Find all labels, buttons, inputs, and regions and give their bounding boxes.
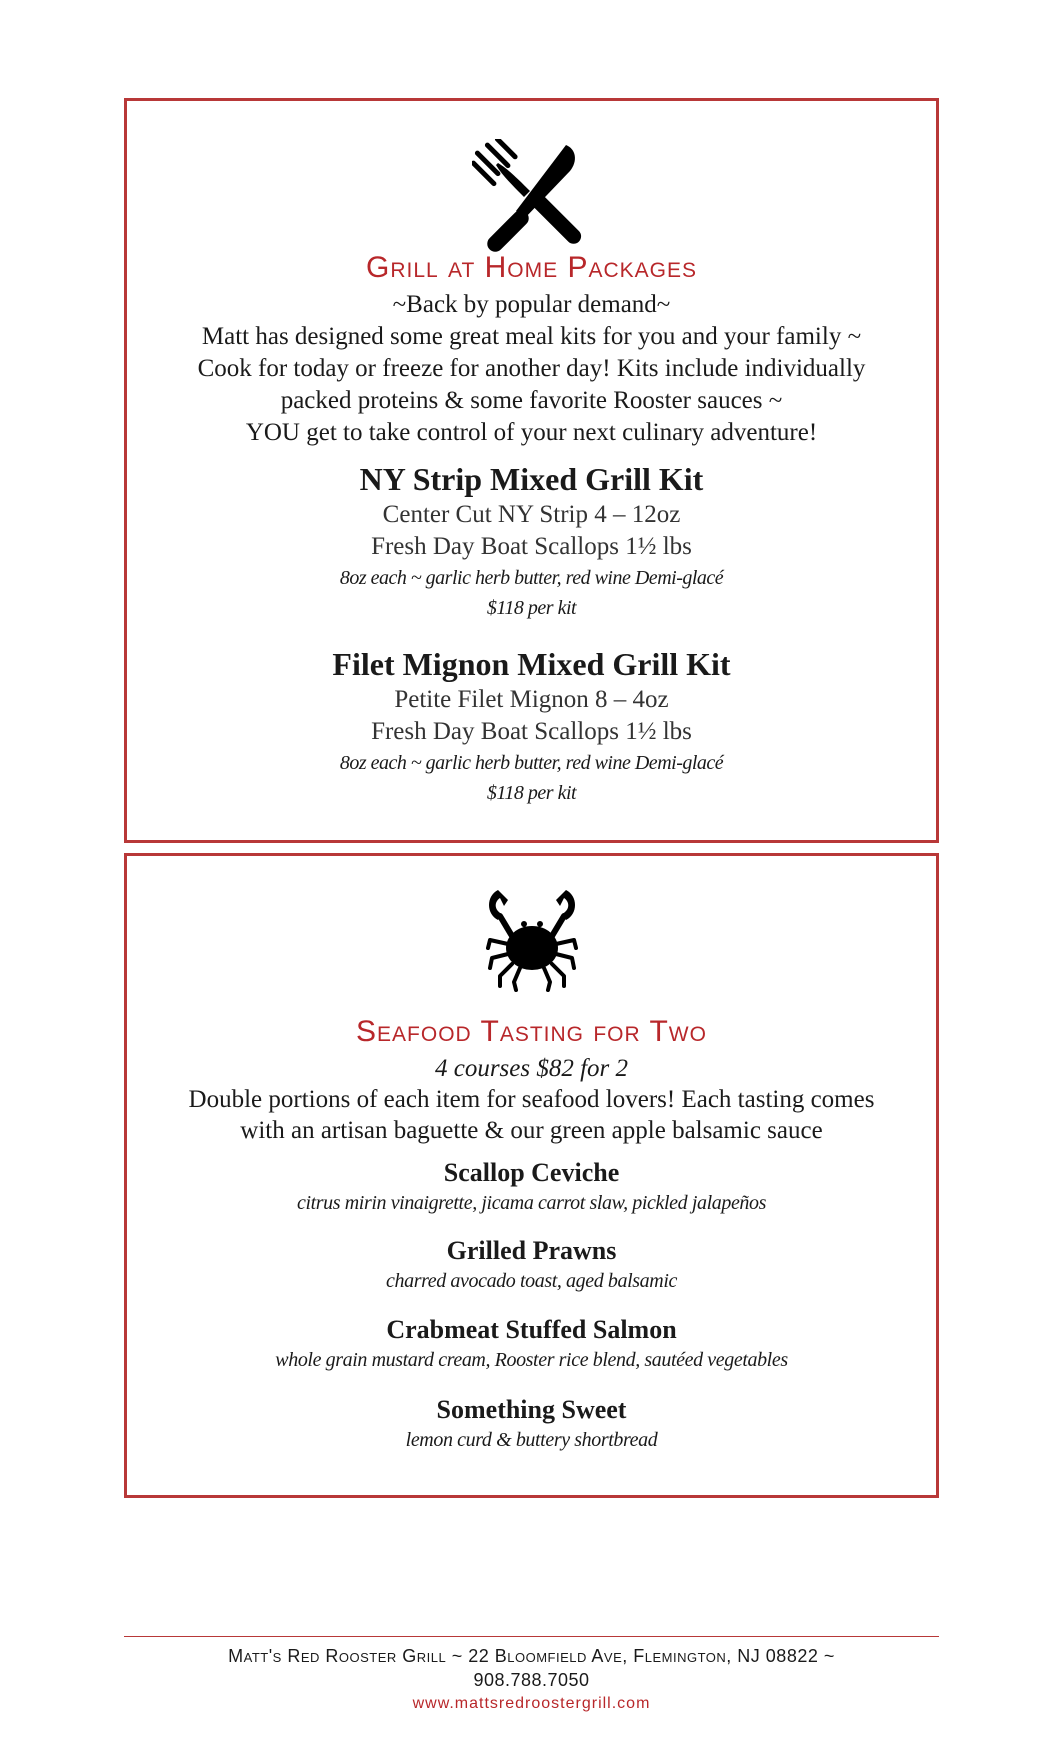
fork-knife-icon	[472, 139, 592, 257]
dish-name: Scallop Ceviche	[443, 1158, 620, 1187]
kit-note: 8oz each ~ garlic herb butter, red wine Demi-glacé	[339, 567, 724, 589]
dish-description: lemon curd & buttery shortbread	[405, 1429, 658, 1451]
kit-name: Filet Mignon Mixed Grill Kit	[332, 646, 731, 682]
kit-item: Fresh Day Boat Scallops 1½ lbs	[371, 533, 692, 560]
dish-name: Crabmeat Stuffed Salmon	[386, 1315, 677, 1344]
kit-price: $118 per kit	[486, 597, 577, 619]
seafood-intro-line: with an artisan baguette & our green apple balsamic sauce	[240, 1117, 823, 1144]
grill-intro-line: packed proteins & some favorite Rooster sauces ~	[280, 387, 783, 414]
grill-section-title: Grill at Home Packages	[365, 251, 698, 284]
grill-intro-line: Cook for today or freeze for another day! Kits include individually	[197, 355, 866, 382]
dish-name: Something Sweet	[436, 1395, 627, 1424]
kit-item: Center Cut NY Strip 4 – 12oz	[382, 501, 681, 528]
seafood-section-title: Seafood Tasting for Two	[356, 1015, 707, 1048]
grill-intro-line: Matt has designed some great meal kits for you and your family ~	[201, 323, 862, 350]
footer-phone: 908.788.7050	[473, 1670, 590, 1690]
footer-divider	[124, 1636, 939, 1637]
dish-name: Grilled Prawns	[446, 1236, 617, 1265]
dish-description: citrus mirin vinaigrette, jicama carrot slaw, pickled jalapeños	[297, 1192, 766, 1214]
kit-item: Fresh Day Boat Scallops 1½ lbs	[371, 718, 692, 745]
grill-subtitle: ~Back by popular demand~	[392, 291, 671, 318]
crab-icon	[484, 886, 580, 992]
dish-description: charred avocado toast, aged balsamic	[386, 1270, 677, 1292]
kit-item: Petite Filet Mignon 8 – 4oz	[394, 686, 669, 713]
kit-name: NY Strip Mixed Grill Kit	[359, 461, 704, 497]
kit-note: 8oz each ~ garlic herb butter, red wine Demi-glacé	[339, 752, 724, 774]
grill-packages-card	[124, 98, 939, 843]
seafood-tasting-card	[124, 853, 939, 1498]
footer-website-link[interactable]: www.mattsredroostergrill.com	[412, 1695, 651, 1712]
seafood-subtitle: 4 courses $82 for 2	[434, 1055, 629, 1082]
dish-description: whole grain mustard cream, Rooster rice blend, sautéed vegetables	[275, 1349, 788, 1371]
footer-address: Matt's Red Rooster Grill ~ 22 Bloomfield Ave, Flemington, NJ 08822 ~	[228, 1646, 835, 1666]
kit-price: $118 per kit	[486, 782, 577, 804]
grill-intro-line: YOU get to take control of your next culinary adventure!	[245, 419, 818, 446]
seafood-intro-line: Double portions of each item for seafood lovers! Each tasting comes	[188, 1086, 875, 1113]
